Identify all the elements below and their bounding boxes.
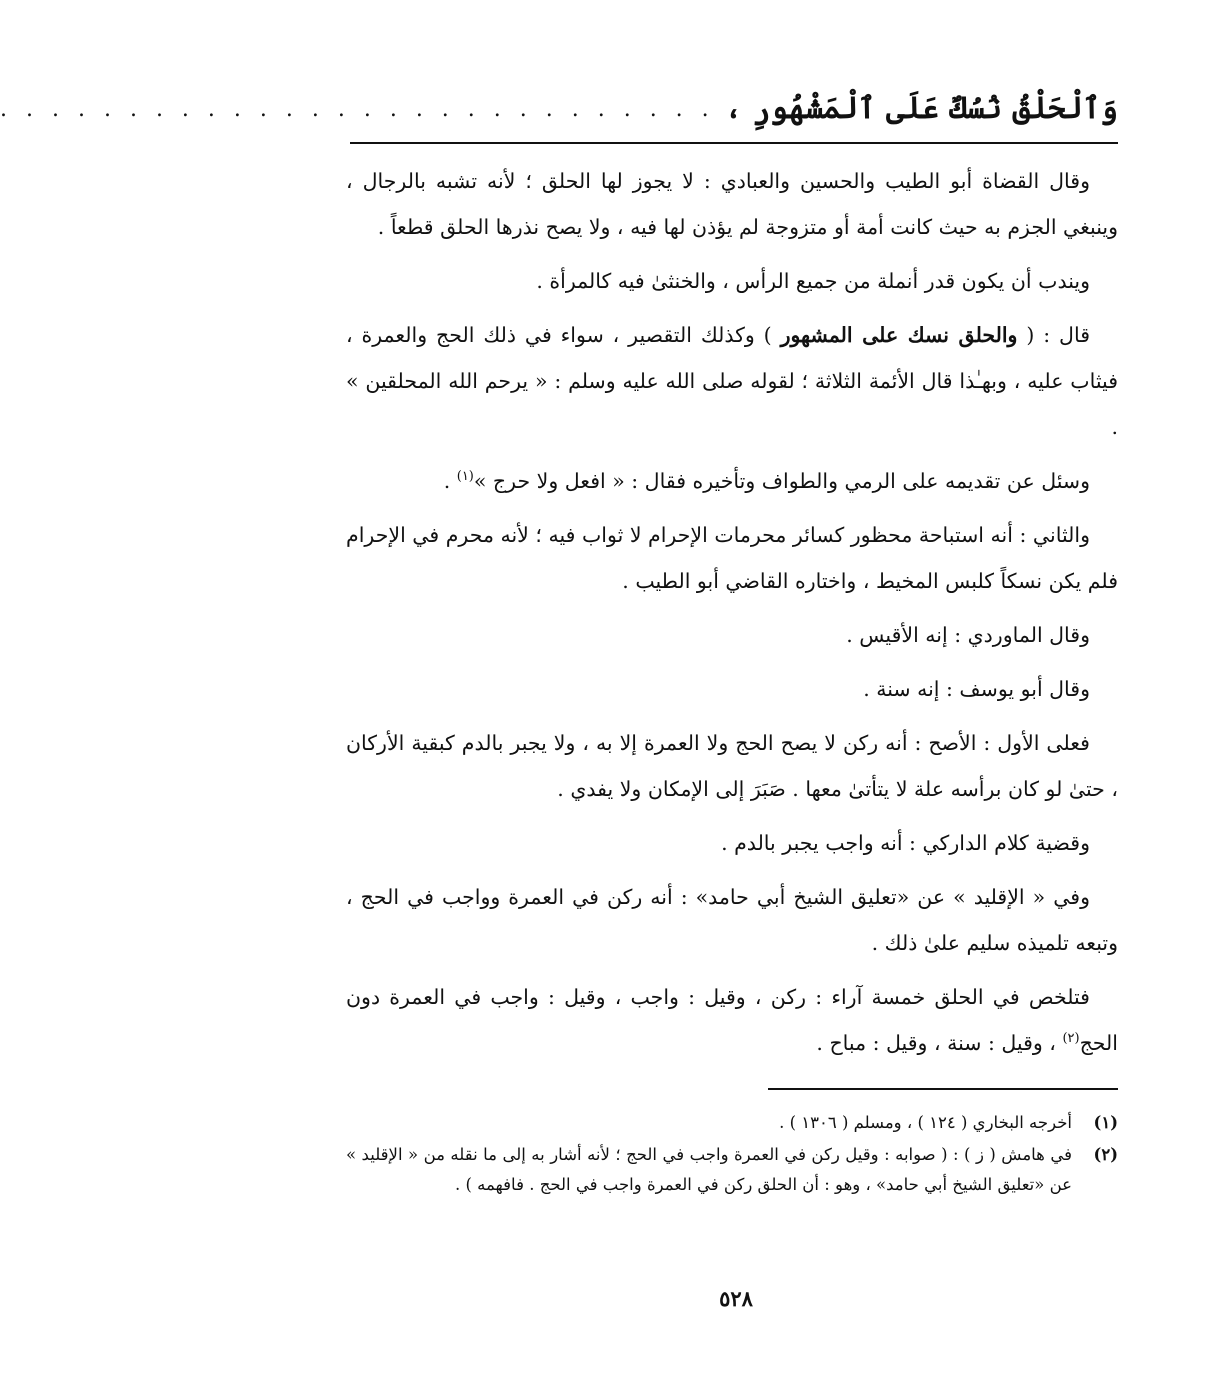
main-text bbox=[346, 158, 1118, 1074]
paragraph: والثاني : أنه استباحة محظور كسائر محرمات الإحرام لا ثواب فيه ؛ لأنه محرم في الإحرام فلم يكن نسكاً كلبس المخيط ، واختاره القاضي أبو الطيب . bbox=[346, 523, 1118, 593]
text-run: فتلخص في الحلق خمسة آراء : ركن ، وقيل : واجب ، وقيل : واجب في العمرة دون الحج bbox=[346, 985, 1118, 1055]
paragraph: ويندب أن يكون قدر أنملة من جميع الرأس ، والخنثىٰ فيه كالمرأة . bbox=[536, 269, 1090, 293]
paragraph bbox=[346, 458, 1118, 504]
header-dot-leader: . . . . . . . . . . . . . . . . . . . . . . . . . . . . bbox=[0, 97, 715, 123]
footnotes bbox=[346, 1108, 1118, 1202]
footnote bbox=[346, 1108, 1118, 1138]
footnote-text: في هامش ( ز ) : ( صوابه : وقيل ركن في العمرة واجب في الحج ؛ لأنه أشار به إلى ما نقله من « الإقليد » عن «تعليق الشيخ أبي حامد» ، وهو : أن الحلق ركن في العمرة واجب في الحج . فافهمه ) . bbox=[346, 1145, 1072, 1194]
footnote bbox=[346, 1140, 1118, 1200]
footnote-text: أخرجه البخاري ( ١٢٤ ) ، ومسلم ( ١٣٠٦ ) . bbox=[779, 1113, 1072, 1132]
text-run: ، وقيل : سنة ، وقيل : مباح . bbox=[816, 1031, 1063, 1055]
paragraph: وقال الماوردي : إنه الأقيس . bbox=[846, 623, 1090, 647]
paragraph bbox=[346, 974, 1118, 1066]
text-run: قال : ( bbox=[1017, 323, 1090, 347]
footnote-ref[interactable]: (٢) bbox=[1062, 1031, 1080, 1047]
page-number: ٥٢٨ bbox=[719, 1286, 753, 1311]
footnote-number: (٢) bbox=[1093, 1145, 1118, 1164]
header-title: وَٱلْحَلْقُ نُسُكٌ عَلَى ٱلْمَشْهُورِ ، bbox=[724, 91, 1118, 126]
paragraph: وقال القضاة أبو الطيب والحسين والعبادي : لا يجوز لها الحلق ؛ لأنه تشبه بالرجال ، وينبغي الجزم به حيث كانت أمة أو متزوجة لم يؤذن لها فيه ، ولا يصح نذرها الحلق قطعاً . bbox=[346, 169, 1118, 239]
paragraph: وقال أبو يوسف : إنه سنة . bbox=[863, 677, 1090, 701]
header-rule bbox=[350, 142, 1118, 144]
matn-quote: والحلق نسك على المشهور bbox=[780, 323, 1018, 347]
text-run: وسئل عن تقديمه على الرمي والطواف وتأخيره فقال : « افعل ولا حرج » bbox=[473, 469, 1090, 493]
paragraph: وفي « الإقليد » عن «تعليق الشيخ أبي حامد» : أنه ركن في العمرة وواجب في الحج ، وتبعه تلميذه سليم علىٰ ذلك . bbox=[346, 885, 1118, 955]
footnote-ref[interactable]: (١) bbox=[456, 469, 474, 485]
running-header bbox=[0, 70, 1118, 126]
paragraph: وقضية كلام الداركي : أنه واجب يجبر بالدم . bbox=[721, 831, 1090, 855]
footnote-number: (١) bbox=[1093, 1113, 1118, 1132]
footnote-rule bbox=[768, 1088, 1118, 1090]
paragraph bbox=[346, 312, 1118, 450]
text-run: ) وكذلك التقصير ، سواء في ذلك الحج والعمرة ، فيثاب عليه ، وبهـٰذا قال الأئمة الثلاثة ؛ لقوله صلى الله عليه وسلم : « يرحم الله المحلقين » . bbox=[346, 323, 1118, 439]
paragraph: فعلى الأول : الأصح : أنه ركن لا يصح الحج ولا العمرة إلا به ، ولا يجبر بالدم كبقية الأركان ، حتىٰ لو كان برأسه علة لا يتأتىٰ معها . صَبَرَ إلى الإمكان ولا يفدي . bbox=[346, 731, 1118, 801]
text-run: . bbox=[443, 469, 457, 493]
